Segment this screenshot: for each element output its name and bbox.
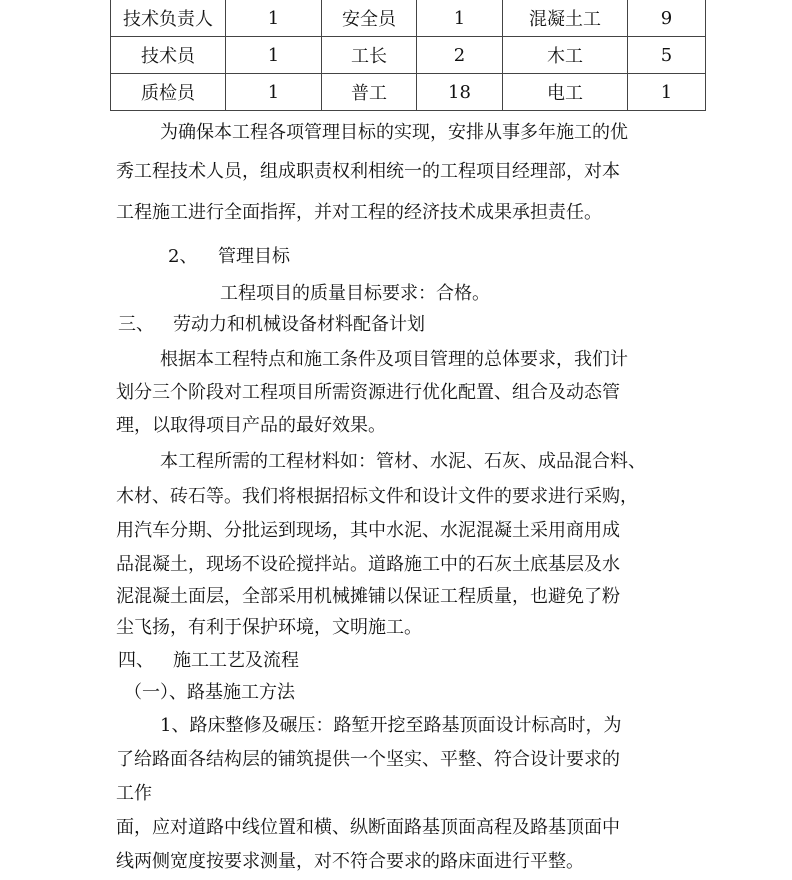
role-cell: 普工 bbox=[322, 74, 417, 111]
para-1-line-1: 为确保本工程各项管理目标的实现，安排从事多年施工的优 bbox=[160, 122, 628, 143]
role-cell: 电工 bbox=[503, 74, 628, 111]
count-cell: 5 bbox=[628, 37, 706, 74]
table-row bbox=[111, 74, 706, 111]
count-cell: 1 bbox=[226, 0, 322, 37]
para-2-line-1: 根据本工程特点和施工条件及项目管理的总体要求，我们计 bbox=[160, 349, 628, 370]
heading-3-title: 劳动力和机械设备材料配备计划 bbox=[173, 314, 425, 335]
count-cell: 9 bbox=[628, 0, 706, 37]
subheading-roadbed-method: （一）、路基施工方法 bbox=[124, 682, 295, 703]
para-4-line-4: 面，应对道路中线位置和横、纵断面路基顶面高程及路基顶面中 bbox=[116, 817, 620, 838]
count-cell: 1 bbox=[628, 74, 706, 111]
table-row bbox=[111, 0, 706, 37]
table-row bbox=[111, 37, 706, 74]
count-cell: 1 bbox=[226, 74, 322, 111]
para-3-line-6: 尘飞扬，有利于保护环境，文明施工。 bbox=[116, 617, 422, 638]
heading-3-number: 三、 bbox=[118, 314, 154, 335]
heading-management-goals: 管理目标 bbox=[218, 246, 290, 267]
role-cell: 安全员 bbox=[322, 0, 417, 37]
role-cell: 混凝土工 bbox=[503, 0, 628, 37]
para-1-line-3: 工程施工进行全面指挥，并对工程的经济技术成果承担责任。 bbox=[116, 202, 602, 223]
staffing-table bbox=[110, 0, 706, 111]
para-2-line-2: 划分三个阶段对工程项目所需资源进行优化配置、组合及动态管 bbox=[116, 382, 620, 403]
para-4-line-2: 了给路面各结构层的铺筑提供一个坚实、平整、符合设计要求的 bbox=[116, 749, 620, 770]
para-2-line-3: 理，以取得项目产品的最好效果。 bbox=[116, 415, 386, 436]
count-cell: 1 bbox=[226, 37, 322, 74]
quality-goal-line: 工程项目的质量目标要求：合格。 bbox=[220, 283, 490, 304]
role-cell: 木工 bbox=[503, 37, 628, 74]
count-cell: 2 bbox=[417, 37, 503, 74]
role-cell: 工长 bbox=[322, 37, 417, 74]
count-cell: 1 bbox=[417, 0, 503, 37]
count-cell: 18 bbox=[417, 74, 503, 111]
heading-4-number: 四、 bbox=[118, 650, 154, 671]
para-4-line-1: 1、路床整修及碾压：路堑开挖至路基顶面设计标高时，为 bbox=[160, 715, 622, 736]
para-1-line-2: 秀工程技术人员，组成职责权利相统一的工程项目经理部，对本 bbox=[116, 161, 620, 182]
para-3-line-3: 用汽车分期、分批运到现场，其中水泥、水泥混凝土采用商用成 bbox=[116, 520, 620, 541]
para-4-line-3: 工作 bbox=[116, 783, 152, 804]
para-3-line-4: 品混凝土，现场不设砼搅拌站。道路施工中的石灰土底基层及水 bbox=[116, 554, 620, 575]
para-3-line-1: 本工程所需的工程材料如：管材、水泥、石灰、成品混合料、 bbox=[160, 451, 646, 472]
heading-management-number: 2、 bbox=[168, 246, 198, 267]
heading-4-title: 施工工艺及流程 bbox=[173, 650, 299, 671]
role-cell: 技术负责人 bbox=[111, 0, 226, 37]
para-4-line-5: 线两侧宽度按要求测量，对不符合要求的路床面进行平整。 bbox=[116, 851, 584, 872]
role-cell: 技术员 bbox=[111, 37, 226, 74]
para-3-line-2: 木材、砖石等。我们将根据招标文件和设计文件的要求进行采购， bbox=[116, 486, 638, 507]
role-cell: 质检员 bbox=[111, 74, 226, 111]
para-3-line-5: 泥混凝土面层，全部采用机械摊铺以保证工程质量，也避免了粉 bbox=[116, 586, 620, 607]
